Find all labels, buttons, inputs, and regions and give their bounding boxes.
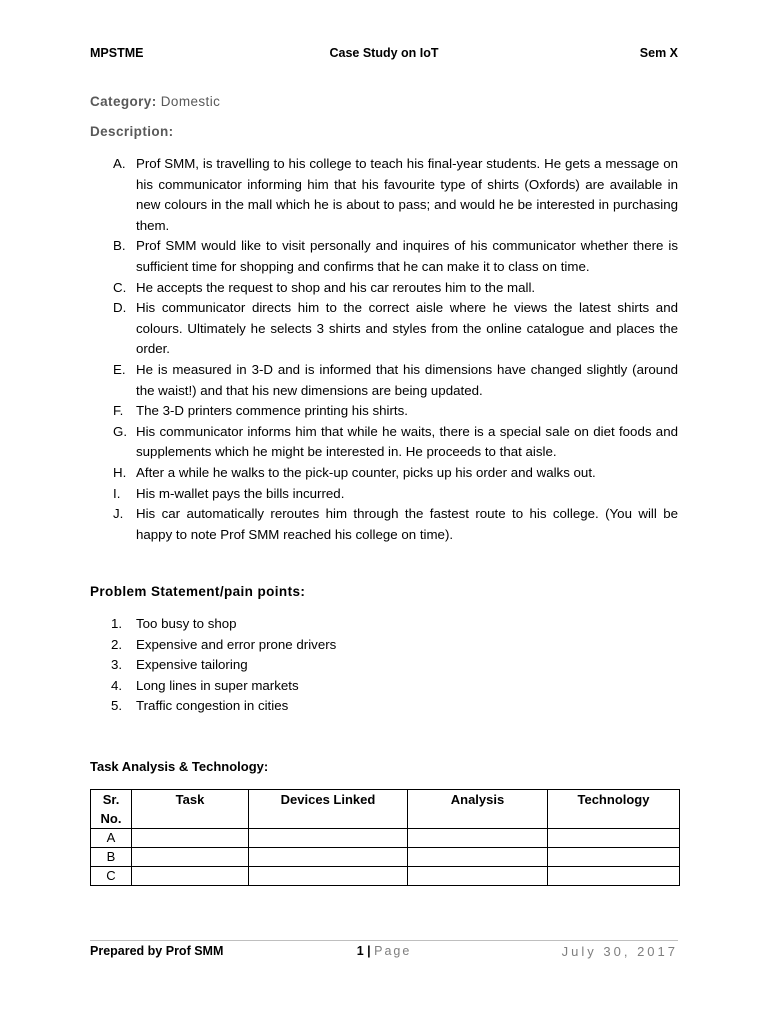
- column-header-devices-linked: Devices Linked: [249, 790, 408, 829]
- column-header-task: Task: [132, 790, 249, 829]
- table-cell: [548, 829, 680, 848]
- list-item: [90, 696, 678, 717]
- table-row: [91, 848, 680, 867]
- category-line: [90, 94, 220, 109]
- page-separator: |: [367, 944, 371, 958]
- table-cell: B: [91, 848, 132, 867]
- page-number: 1: [356, 944, 364, 958]
- list-marker: J.: [113, 506, 124, 522]
- list-item-text: Expensive tailoring: [136, 657, 248, 673]
- list-item-text: Too busy to shop: [136, 616, 237, 631]
- list-item: [90, 278, 678, 299]
- list-item-text: Prof SMM would like to visit personally and inquires of his communicator whether there is sufficient time for shopping and confirms that he can make it to class on time.: [136, 238, 678, 274]
- category-label: Category:: [90, 94, 157, 109]
- category-value: Domestic: [160, 94, 221, 109]
- page-label: Page: [374, 944, 412, 958]
- list-item-text: The 3-D printers commence printing his shirts.: [136, 403, 408, 419]
- column-header-sr-no: Sr. No.: [91, 790, 132, 829]
- list-item: [90, 614, 678, 635]
- header-semester: Sem X: [639, 46, 678, 60]
- list-item: [90, 422, 678, 463]
- list-item: [90, 676, 678, 697]
- list-item: [90, 298, 678, 360]
- list-item: [90, 655, 678, 676]
- table-cell: C: [91, 867, 132, 886]
- task-analysis-heading: Task Analysis & Technology:: [90, 759, 269, 774]
- table-cell: A: [91, 829, 132, 848]
- footer-divider: [90, 940, 678, 941]
- problem-list: [90, 614, 678, 717]
- table-header-row: [91, 790, 680, 829]
- list-marker: H.: [113, 464, 127, 480]
- list-item-text: Prof SMM, is travelling to his college to teach his final-year students. He gets a message on his communicator informing him that his favourite type of shirts (Oxfords) are available in new colours in the mall which he is about to pass; and would he be interested in purchasing them.: [136, 156, 678, 233]
- table-cell: [408, 867, 548, 886]
- list-item: [90, 236, 678, 277]
- table-cell: [548, 867, 680, 886]
- list-marker: 2.: [111, 636, 123, 652]
- list-marker: 3.: [111, 657, 123, 673]
- column-header-analysis: Analysis: [408, 790, 548, 829]
- list-marker: I.: [113, 485, 121, 501]
- list-item-text: His m-wallet pays the bills incurred.: [136, 485, 345, 501]
- list-marker: A.: [113, 156, 126, 171]
- list-marker: F.: [113, 403, 124, 419]
- list-item-text: His communicator directs him to the correct aisle where he views the latest shirts and colours. Ultimately he selects 3 shirts and styles from the online catalogue and places the order.: [136, 300, 678, 357]
- column-header-technology: Technology: [548, 790, 680, 829]
- list-item-text: He is measured in 3-D and is informed that his dimensions have changed slightly (around the waist!) and that his new dimensions are being updated.: [136, 361, 678, 398]
- footer-date: July 30, 2017: [561, 944, 678, 959]
- footer-author: Prepared by Prof SMM: [90, 944, 224, 958]
- list-item-text: Traffic congestion in cities: [136, 698, 289, 714]
- page-footer: [90, 944, 678, 964]
- list-item: [90, 504, 678, 545]
- list-marker: C.: [113, 279, 127, 295]
- list-item: [90, 635, 678, 656]
- description-list: [90, 154, 678, 545]
- table-cell: [249, 829, 408, 848]
- table-cell: [408, 848, 548, 867]
- problem-statement-heading: Problem Statement/pain points:: [90, 584, 306, 599]
- list-item: [90, 463, 678, 484]
- header-title: Case Study on IoT: [329, 46, 439, 60]
- list-item-text: He accepts the request to shop and his car reroutes him to the mall.: [136, 279, 536, 295]
- list-item-text: His car automatically reroutes him through the fastest route to his college. (You will be happy to note Prof SMM reached his college on time).: [136, 506, 678, 542]
- list-item-text: After a while he walks to the pick-up counter, picks up his order and walks out.: [136, 464, 596, 480]
- list-marker: D.: [113, 300, 127, 316]
- header-institute: MPSTME: [90, 46, 144, 60]
- list-item-text: Long lines in super markets: [136, 677, 299, 693]
- table-row: [91, 829, 680, 848]
- list-item: [90, 401, 678, 422]
- list-item-text: His communicator informs him that while he waits, there is a special sale on diet foods and supplements which he might be interested in. He proceeds to that aisle.: [136, 423, 678, 460]
- list-item-text: Expensive and error prone drivers: [136, 636, 337, 652]
- table-cell: [132, 848, 249, 867]
- list-marker: E.: [113, 361, 126, 377]
- table-cell: [132, 829, 249, 848]
- table-cell: [249, 848, 408, 867]
- table-cell: [548, 848, 680, 867]
- description-heading: Description:: [90, 124, 174, 139]
- table-cell: [132, 867, 249, 886]
- list-marker: 5.: [111, 698, 123, 714]
- list-item: [90, 484, 678, 505]
- task-analysis-table: [90, 789, 680, 886]
- list-item: [90, 360, 678, 401]
- list-item: [90, 154, 678, 236]
- list-marker: B.: [113, 238, 126, 254]
- table-row: [91, 867, 680, 886]
- list-marker: 4.: [111, 677, 123, 693]
- table-cell: [249, 867, 408, 886]
- table-cell: [408, 829, 548, 848]
- page-header: [90, 46, 678, 66]
- list-marker: 1.: [111, 616, 123, 631]
- list-marker: G.: [113, 423, 128, 439]
